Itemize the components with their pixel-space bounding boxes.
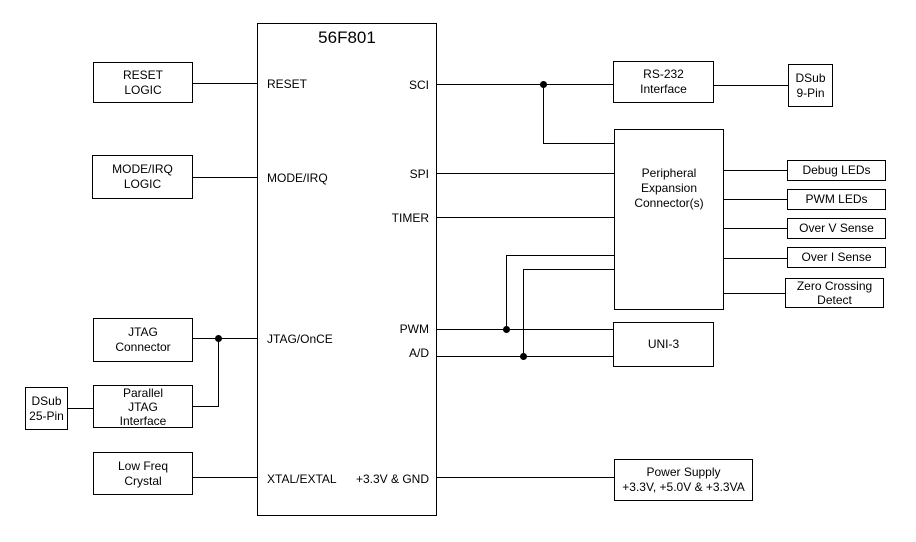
block-zero-crossing-detect — [785, 278, 884, 308]
block-rs232-interface — [613, 61, 714, 103]
wire-jtag-branch — [218, 338, 219, 407]
block-label: Low Freq — [117, 458, 169, 473]
wire-mode-irq — [193, 177, 257, 178]
block-label: Parallel — [122, 385, 164, 400]
wire-over-i — [724, 258, 787, 259]
wire-zero-crossing — [724, 293, 785, 294]
block-label: UNI-3 — [647, 337, 680, 351]
wire-reset — [193, 83, 257, 84]
block-label: JTAG — [128, 399, 158, 414]
chip-title: 56F801 — [318, 28, 376, 47]
block-label: Detect — [817, 293, 852, 307]
block-peripheral-expansion-connectors — [614, 129, 724, 310]
block-mode-irq-logic — [92, 155, 193, 199]
block-debug-leds — [787, 160, 886, 181]
pin-label-timer: TIMER — [391, 211, 429, 225]
block-label: Expansion — [640, 181, 698, 195]
pin-label-jtag-once: JTAG/OnCE — [267, 332, 333, 346]
block-label: Debug LEDs — [802, 163, 871, 177]
block-uni3 — [613, 322, 714, 367]
wire-xtal — [193, 477, 257, 478]
pin-label-spi: SPI — [409, 167, 429, 181]
block-label: JTAG — [128, 325, 158, 339]
block-label: Peripheral — [641, 166, 697, 180]
junction-dot-pwm — [503, 326, 510, 333]
wire-sci-branch-h — [543, 143, 614, 144]
wire-dsub25 — [68, 408, 93, 409]
block-label: Power Supply — [646, 465, 721, 479]
chip-56f801-block — [257, 23, 437, 516]
block-jtag-connector — [93, 318, 193, 362]
wire-power — [437, 477, 614, 478]
pin-label-3v3-gnd: +3.3V & GND — [355, 472, 429, 486]
wire-pwm-leds — [724, 199, 787, 200]
block-over-v-sense — [787, 218, 886, 239]
block-pwm-leds — [787, 189, 886, 210]
wire-sci — [437, 84, 613, 85]
block-power-supply — [614, 459, 753, 501]
block-label: Crystal — [124, 473, 162, 488]
block-label: Connector — [115, 340, 171, 354]
block-label: MODE/IRQ — [112, 162, 173, 176]
block-dsub-25-pin — [25, 387, 68, 430]
wire-parallel-jtag — [193, 406, 219, 407]
junction-dot-ad — [520, 353, 527, 360]
block-label: DSub — [31, 393, 62, 408]
block-label: Over I Sense — [801, 250, 872, 264]
pin-label-mode-irq: MODE/IRQ — [267, 171, 328, 185]
block-reset-logic — [93, 62, 193, 103]
block-label: LOGIC — [124, 82, 162, 97]
wire-spi — [437, 173, 614, 174]
wire-over-v — [724, 228, 787, 229]
wire-rs232-dsub9 — [714, 85, 788, 86]
junction-dot-sci — [540, 81, 547, 88]
block-label: Over V Sense — [799, 221, 874, 235]
block-label: Connector(s) — [634, 196, 704, 210]
block-label: Interface — [640, 82, 687, 96]
pin-label-pwm: PWM — [399, 322, 429, 336]
wire-jtag — [193, 338, 257, 339]
pin-label-reset: RESET — [267, 77, 308, 91]
block-dsub-9-pin — [788, 64, 833, 107]
wire-sci-branch-v — [543, 84, 544, 143]
wire-pwm-branch-h — [506, 255, 614, 256]
block-label: LOGIC — [123, 177, 162, 191]
block-label: RESET — [122, 67, 163, 82]
wire-pwm — [437, 329, 613, 330]
pin-label-ad: A/D — [408, 346, 429, 360]
block-over-i-sense — [787, 247, 886, 268]
block-low-freq-crystal — [93, 452, 193, 495]
pin-label-xtal-extal: XTAL/EXTAL — [267, 472, 337, 486]
wire-ad-branch-v — [523, 269, 524, 356]
pin-label-sci: SCI — [408, 78, 429, 92]
wire-pwm-branch-v — [506, 255, 507, 329]
block-label: Interface — [119, 413, 167, 428]
block-label: PWM LEDs — [805, 192, 868, 206]
block-parallel-jtag-interface — [93, 385, 193, 428]
block-label: Zero Crossing — [796, 279, 873, 293]
block-label: 9-Pin — [796, 85, 825, 100]
block-label: RS-232 — [643, 67, 684, 81]
wire-timer — [437, 217, 614, 218]
block-label: +3.3V, +5.0V & +3.3VA — [622, 480, 745, 494]
wire-debug-leds — [724, 170, 787, 171]
block-label: DSub — [795, 70, 826, 85]
wire-ad-branch-h — [523, 269, 614, 270]
junction-dot-jtag — [215, 335, 222, 342]
block-label: 25-Pin — [29, 408, 64, 423]
